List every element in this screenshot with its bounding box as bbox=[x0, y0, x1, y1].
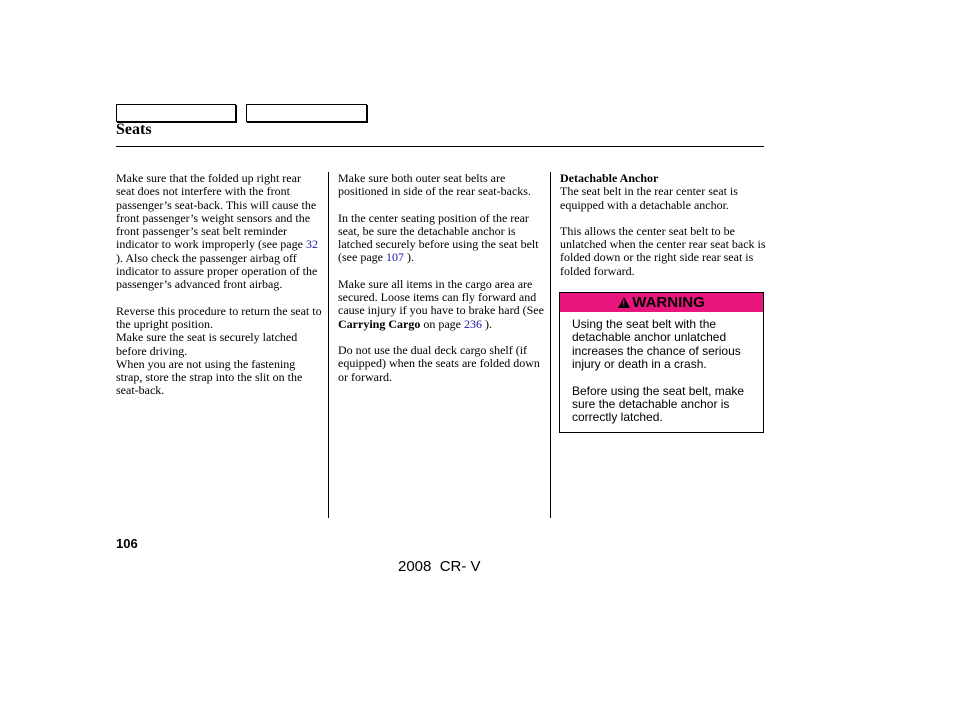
column-divider bbox=[550, 172, 551, 518]
page-link-107[interactable]: 107 bbox=[385, 250, 404, 265]
carrying-cargo-ref: Carrying Cargo bbox=[338, 316, 421, 331]
text: on page bbox=[420, 316, 464, 331]
column-divider bbox=[328, 172, 329, 518]
paragraph-anchor-intro: The seat belt in the rear center seat is equipped with a detachable anchor. bbox=[560, 184, 738, 212]
text: In the center seating position of the rear seat, be sure the detachable anchor is latched securely before using the seat belt (see page bbox=[338, 210, 539, 265]
warning-text-1: Using the seat belt with the detachable anchor unlatched increases the chance of serious injury or death in a crash. bbox=[572, 317, 741, 372]
warning-body bbox=[560, 312, 763, 425]
text: ). Also check the passenger airbag off indicator to assure proper operation of the passenger’s advanced front airbag. bbox=[116, 250, 318, 292]
paragraph-outer-belts: Make sure both outer seat belts are positioned in side of the rear seat-backs. bbox=[338, 171, 531, 199]
warning-text-2: Before using the seat belt, make sure the detachable anchor is correctly latched. bbox=[572, 383, 745, 425]
paragraph-cargo bbox=[338, 278, 544, 331]
warning-box bbox=[559, 292, 764, 433]
text: Reverse this procedure to return the seat to the upright position. bbox=[116, 303, 322, 331]
page-number: 106 bbox=[116, 536, 138, 551]
paragraph-cargo-shelf: Do not use the dual deck cargo shelf (if equipped) when the seats are folded down or forward. bbox=[338, 342, 540, 384]
text: When you are not using the fastening strap, store the strap into the slit on the seat-back. bbox=[116, 356, 303, 398]
text: ). bbox=[403, 250, 414, 265]
paragraph-seatback-interference bbox=[116, 172, 322, 292]
column-3 bbox=[560, 172, 766, 291]
text: Make sure all items in the cargo area are secured. Loose items can fly forward and cause injury if you have to brake hard (See bbox=[338, 276, 544, 318]
section-title: Seats bbox=[116, 121, 152, 138]
warning-triangle-icon bbox=[618, 297, 630, 308]
column-1 bbox=[116, 172, 322, 411]
paragraph-anchor-unlatch: This allows the center seat belt to be unlatched when the center rear seat back is folded down or the right side rear seat is folded forward. bbox=[560, 223, 766, 278]
text: Make sure the seat is securely latched before driving. bbox=[116, 330, 298, 358]
paragraph-center-anchor bbox=[338, 212, 544, 265]
title-rule bbox=[116, 146, 764, 147]
warning-label: WARNING bbox=[632, 294, 705, 311]
text: ). bbox=[481, 316, 492, 331]
warning-header bbox=[560, 293, 763, 312]
text: Make sure that the folded up right rear seat does not interfere with the front passenger’s seat-back. This will cause the front passenger’s weight sensors and the front passenger’s seat belt reminder indicator to work improperly (see page bbox=[116, 171, 317, 252]
page-link-32[interactable]: 32 bbox=[305, 237, 318, 252]
paragraph-return-seat bbox=[116, 305, 322, 398]
page-link-236[interactable]: 236 bbox=[463, 316, 482, 331]
column-2 bbox=[338, 172, 544, 397]
detachable-anchor-heading: Detachable Anchor bbox=[560, 171, 659, 185]
footer-model: 2008 CR- V bbox=[398, 558, 481, 575]
table-of-contents-button[interactable] bbox=[246, 104, 367, 122]
main-menu-button[interactable] bbox=[116, 104, 236, 122]
